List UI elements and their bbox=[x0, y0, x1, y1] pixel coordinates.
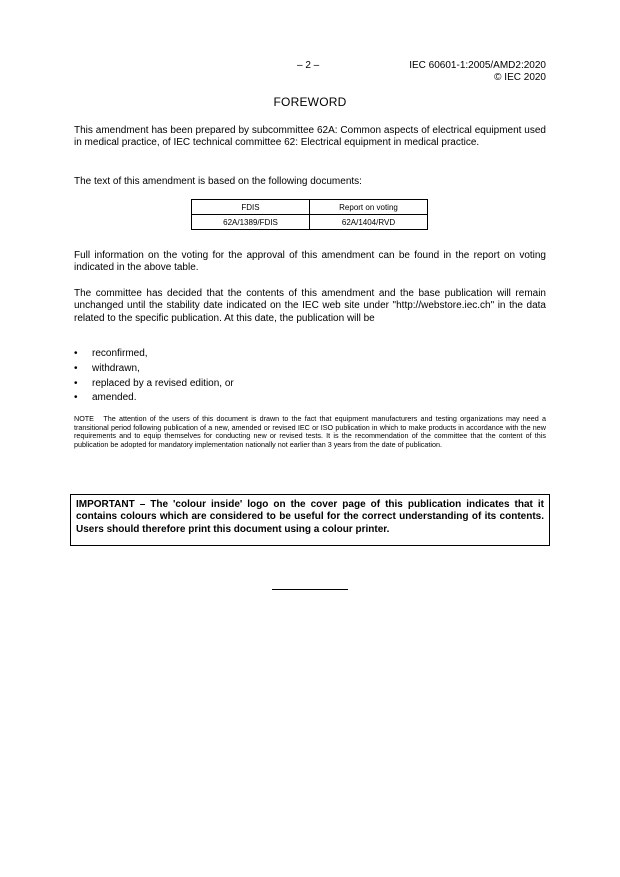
table-header-cell: Report on voting bbox=[310, 200, 428, 215]
paragraph-prepared-by: This amendment has been prepared by subcommittee 62A: Common aspects of electrical equipment used in medical practice, of IEC technical committee 62: Electrical equipment in medical practice. bbox=[74, 125, 546, 149]
table-header-row bbox=[192, 200, 428, 215]
bullet-icon: • bbox=[74, 348, 78, 359]
paragraph-stability-date: The committee has decided that the contents of this amendment and the base publication will remain unchanged until the stability date indicated on the IEC web site under "http://webstore.iec.ch" in the data related to the specific publication. At this date, the publication will be bbox=[74, 288, 546, 324]
header-reference bbox=[409, 60, 546, 84]
copyright-notice: © IEC 2020 bbox=[494, 72, 546, 83]
list-item bbox=[74, 347, 234, 362]
list-item-text: amended. bbox=[92, 392, 137, 404]
bullet-icon: • bbox=[74, 377, 78, 389]
bullet-icon: • bbox=[74, 392, 78, 404]
outcome-list bbox=[74, 347, 234, 406]
note-label: NOTE bbox=[74, 414, 94, 423]
list-item-text: reconfirmed, bbox=[92, 348, 148, 359]
note-block bbox=[74, 415, 546, 449]
list-item bbox=[74, 362, 234, 377]
list-item-text: replaced by a revised edition, or bbox=[92, 377, 234, 389]
bullet-icon: • bbox=[74, 362, 78, 374]
list-item bbox=[74, 377, 234, 392]
paragraph-based-on: The text of this amendment is based on the following documents: bbox=[74, 176, 362, 187]
table-cell: 62A/1404/RVD bbox=[310, 215, 428, 230]
list-item bbox=[74, 391, 234, 406]
documents-table bbox=[191, 199, 428, 230]
end-rule-divider bbox=[272, 589, 348, 590]
page-title: FOREWORD bbox=[273, 95, 347, 109]
table-row bbox=[192, 215, 428, 230]
page-number: – 2 – bbox=[297, 60, 320, 71]
important-notice-box: IMPORTANT – The 'colour inside' logo on the cover page of this publication indicates that it contains colours which are considered to be useful for the correct understanding of its contents. Users should therefore print this document using a colour printer. bbox=[70, 494, 550, 546]
table-header-cell: FDIS bbox=[192, 200, 310, 215]
list-item-text: withdrawn, bbox=[92, 362, 140, 374]
paragraph-voting-info: Full information on the voting for the approval of this amendment can be found in the report on voting indicated in the above table. bbox=[74, 250, 546, 274]
standard-reference: IEC 60601-1:2005/AMD2:2020 bbox=[409, 60, 546, 71]
table-cell: 62A/1389/FDIS bbox=[192, 215, 310, 230]
note-text: The attention of the users of this document is drawn to the fact that equipment manufacturers and testing organizations may need a transitional period following publication of a new, amended or revised IEC or ISO publication in which to make products in accordance with the new requirements and to equip themselves for conducting new or revised tests. It is the recommendation of the committee that the content of this publication be adopted for mandatory implementation nationally not earlier than 3 years from the date of publication. bbox=[74, 414, 546, 449]
